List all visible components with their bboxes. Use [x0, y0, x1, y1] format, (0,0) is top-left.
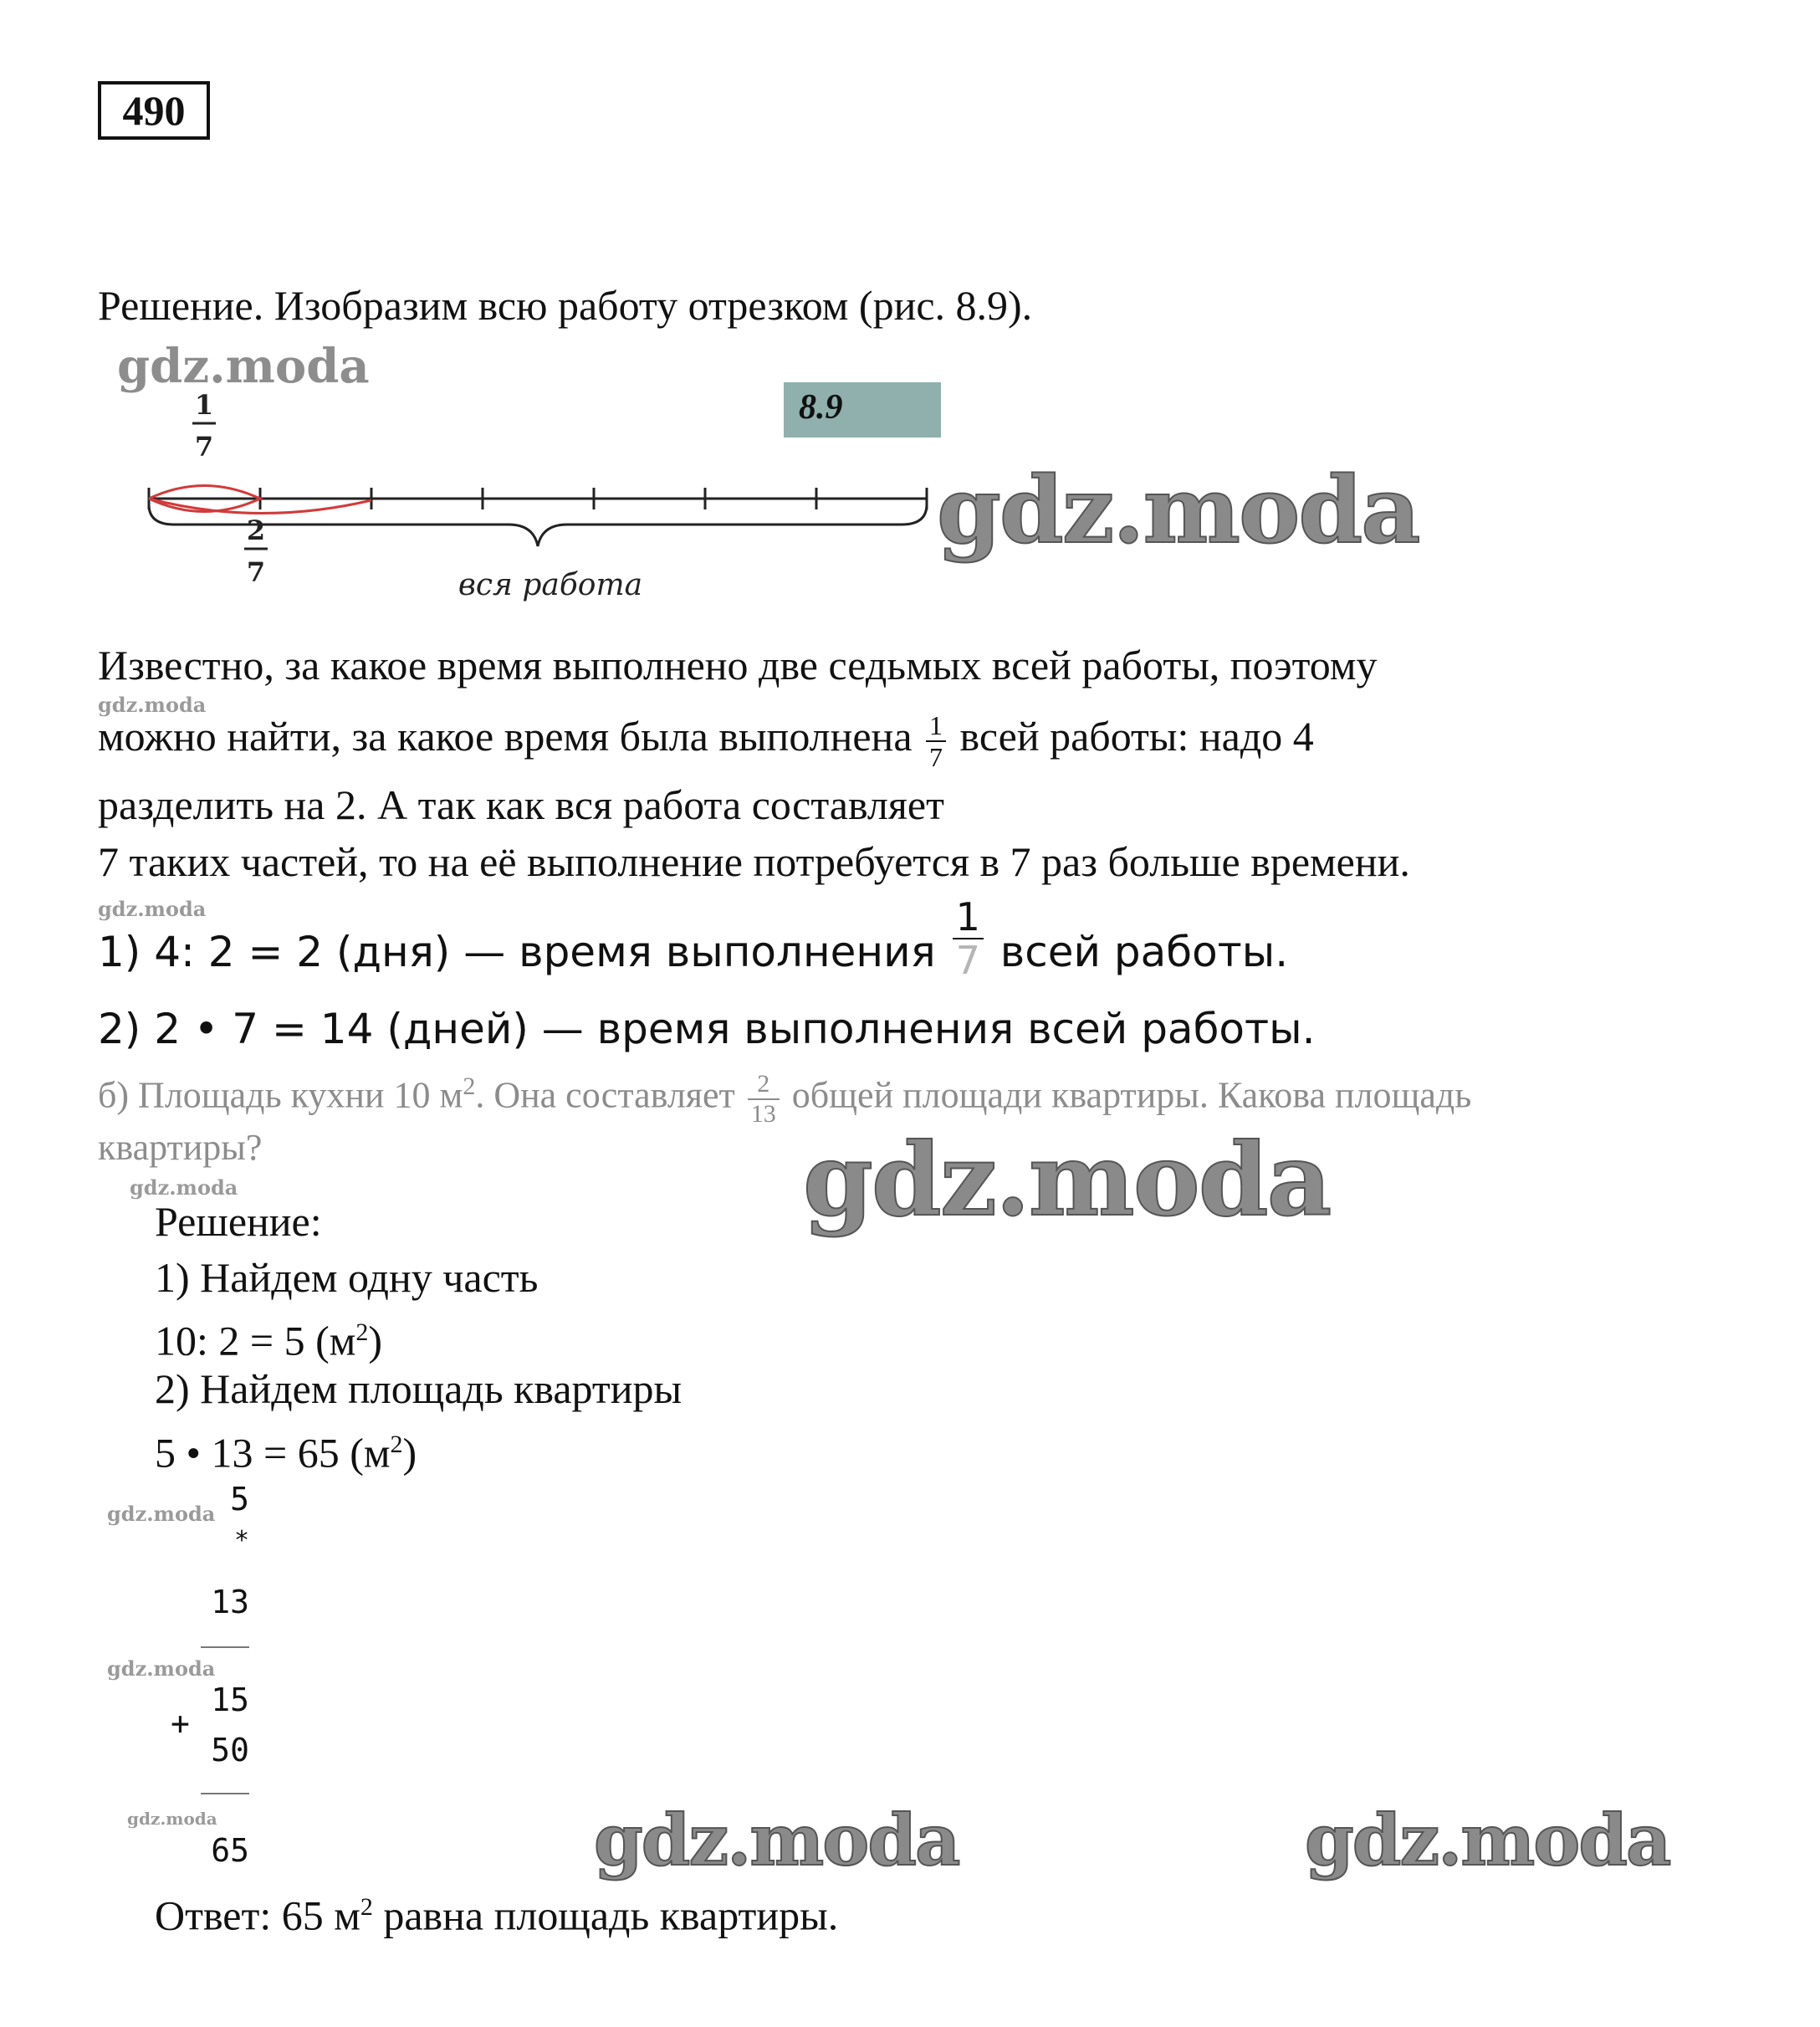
colmul-result: 65 — [211, 1832, 249, 1869]
watermark-large-4: gdz.moda — [1305, 1799, 1670, 1881]
fraction-one-seventh — [926, 709, 946, 772]
part-b-after: общей площади квартиры. Какова площадь — [791, 1074, 1472, 1116]
watermark-figure: gdz.moda — [117, 339, 370, 394]
part-b-line-2: квартиры? — [98, 1127, 263, 1168]
part-b-fraction-numerator: 2 — [748, 1072, 780, 1100]
step-1-fraction-numerator: 1 — [953, 898, 984, 939]
paragraph-line-4: 7 таких частей, то на её выполнение потребуется в 7 раз больше времени. — [98, 838, 1410, 885]
watermark-small-1: gdz.moda — [98, 693, 207, 717]
solution-b-step-1-calc — [155, 1308, 382, 1366]
calc-2-text: 5 • 13 = 65 (м — [155, 1429, 391, 1477]
calc-1-close: ) — [368, 1317, 383, 1364]
colmul-rule-2 — [201, 1793, 249, 1794]
calc-1-text: 10: 2 = 5 (м — [155, 1317, 356, 1364]
paragraph-line-3: разделить на 2. А так как вся работа составляет — [98, 781, 944, 828]
figure-label: 8.9 — [799, 388, 843, 427]
paragraph-line-2-after: всей работы: надо 4 — [959, 713, 1314, 760]
watermark-small-4: gdz.moda — [107, 1502, 216, 1526]
step-1-after: всей работы. — [999, 928, 1289, 976]
bottom-fraction-denominator: 7 — [246, 556, 266, 588]
colmul-op: * — [233, 1526, 249, 1555]
calc-2-sup: 2 — [390, 1431, 403, 1458]
answer-after: равна площадь квартиры. — [372, 1891, 839, 1939]
part-b-mid: . Она составляет — [475, 1074, 735, 1116]
part-b-line-1 — [98, 1064, 1471, 1127]
task-number: 490 — [98, 81, 210, 140]
colmul-plus: + — [171, 1705, 190, 1742]
calc-2-close: ) — [402, 1429, 417, 1477]
colmul-b: 13 — [211, 1584, 249, 1620]
answer — [155, 1882, 838, 1941]
watermark-small-3: gdz.moda — [130, 1175, 238, 1200]
part-b-sup: 2 — [463, 1072, 476, 1100]
step-1-fraction-denominator: 7 — [955, 937, 980, 983]
watermark-small-6: gdz.moda — [127, 1809, 217, 1829]
calc-1-sup: 2 — [355, 1318, 369, 1346]
whole-work-brace — [149, 504, 927, 546]
top-fraction-denominator: 7 — [194, 431, 214, 463]
paragraph-line-2 — [98, 711, 1314, 770]
top-fraction-numerator: 1 — [194, 389, 214, 421]
colmul-rule-1 — [201, 1646, 249, 1648]
part-b-before: б) Площадь кухни 10 м — [98, 1074, 463, 1116]
paragraph-line-1: Известно, за какое время выполнено две седьмых всей работы, поэтому — [98, 642, 1378, 688]
colmul-partial-1: 15 — [211, 1681, 249, 1718]
answer-before: Ответ: 65 м — [155, 1891, 360, 1939]
solution-b-step-1-label: 1) Найдем одну часть — [155, 1254, 539, 1301]
step-2: 2) 2 • 7 = 14 (дней) — время выполнения всей работы. — [98, 1005, 1316, 1053]
step-1-before: 1) 4: 2 = 2 (дня) — время выполнения — [98, 928, 936, 976]
fraction-denominator: 7 — [929, 741, 943, 772]
watermark-small-5: gdz.moda — [107, 1656, 216, 1681]
watermark-large-1: gdz.moda — [937, 456, 1419, 564]
solution-b-step-2-label: 2) Найдем площадь квартиры — [155, 1365, 682, 1412]
part-b-fraction-denominator: 13 — [750, 1099, 776, 1128]
bottom-fraction-numerator: 2 — [246, 514, 266, 546]
brace-label: вся работа — [458, 568, 643, 602]
part-b-fraction — [748, 1069, 780, 1128]
solution-b-step-2-calc — [155, 1420, 417, 1478]
colmul-partial-2: 50 — [211, 1732, 249, 1769]
fraction-numerator: 1 — [926, 712, 946, 742]
solution-b-heading: Решение: — [155, 1198, 322, 1245]
watermark-large-2: gdz.moda — [803, 1121, 1331, 1239]
watermark-small-2: gdz.moda — [98, 897, 207, 921]
step-1-fraction — [953, 893, 984, 983]
paragraph-line-2-before: можно найти, за какое время была выполнена — [98, 713, 913, 760]
answer-sup: 2 — [360, 1893, 373, 1921]
solution-intro: Решение. Изобразим всю работу отрезком (рис. 8.9). — [98, 282, 1033, 329]
colmul-a: 5 — [230, 1481, 249, 1518]
watermark-large-3: gdz.moda — [594, 1799, 959, 1881]
